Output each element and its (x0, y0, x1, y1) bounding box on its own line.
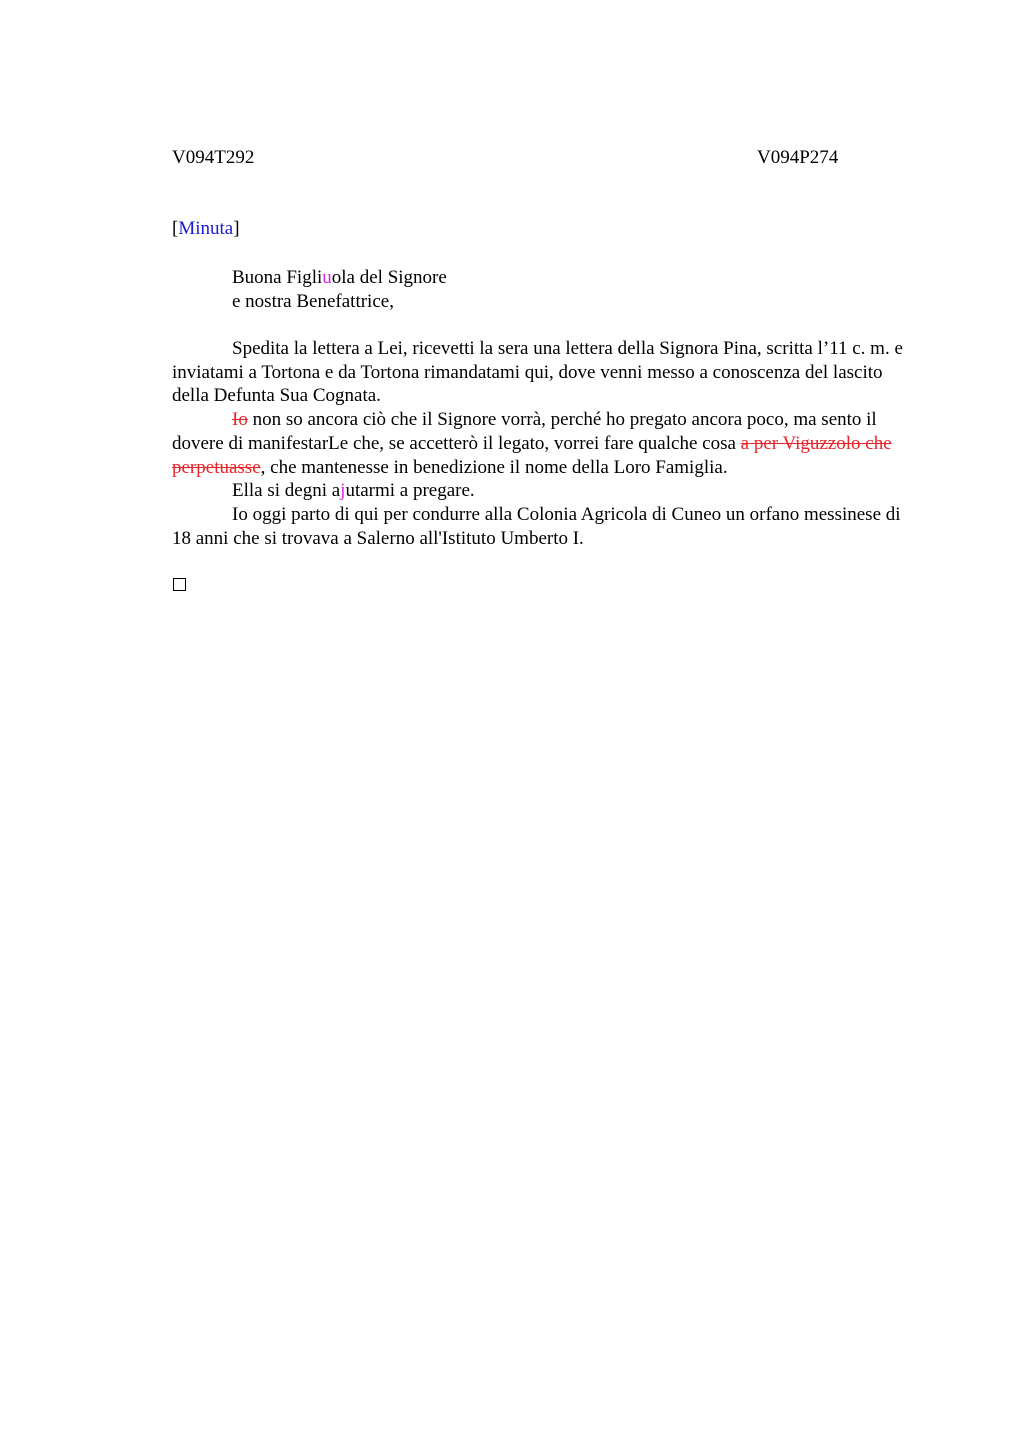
deleted-text: a per Viguzzolo che perpetuasse (172, 432, 892, 478)
paragraph-1: Spedita la lettera a Lei, ricevetti la sera una lettera della Signora Pina, scritta l’11 c. m. e inviatami a Tortona e da Tortona rimandatami qui, dove venni messo a conoscenza del lascito della Defunta Sua Cognata. (172, 338, 903, 407)
paragraph-2 (172, 408, 924, 479)
salutation-line-1 (232, 266, 447, 290)
deleted-text: Io (232, 409, 248, 431)
salutation-line-1-part-a: Buona Figli (232, 267, 323, 288)
letter-body (172, 337, 924, 550)
minuta-close-bracket: ] (233, 218, 240, 239)
salutation-line-2: e nostra Benefattrice, (232, 291, 394, 312)
paragraph-3-part-b: utarmi a pregare. (345, 480, 475, 502)
salutation-line-1-part-b: ola del Signore (331, 267, 447, 288)
paragraph-2-part-a: non so ancora ciò che il Signore vorrà, perché ho pregato ancora poco, ma sento il dovere di manifestarLe che, se accetterò il legato, vorrei fare qualche cosa (172, 409, 877, 454)
paragraph-3 (172, 479, 924, 503)
minuta-open-bracket: [ (172, 218, 179, 239)
inserted-letter: j (340, 480, 346, 502)
paragraph-2-part-b: , che mantenesse in benedizione il nome della Loro Famiglia. (260, 456, 728, 478)
paragraph-3-part-a: Ella si degni a (232, 480, 341, 502)
document-code-left: V094T292 (172, 147, 255, 168)
minuta-text: Minuta (178, 218, 234, 239)
end-mark-square-icon (173, 578, 186, 591)
document-code-right: V094P274 (757, 147, 839, 168)
minuta-label (172, 218, 240, 240)
inserted-letter: u (322, 267, 332, 288)
salutation (232, 266, 447, 314)
paragraph-4: Io oggi parto di qui per condurre alla Colonia Agricola di Cuneo un orfano messinese di 18 anni che si trovava a Salerno all'Istituto Umberto I. (172, 503, 901, 549)
